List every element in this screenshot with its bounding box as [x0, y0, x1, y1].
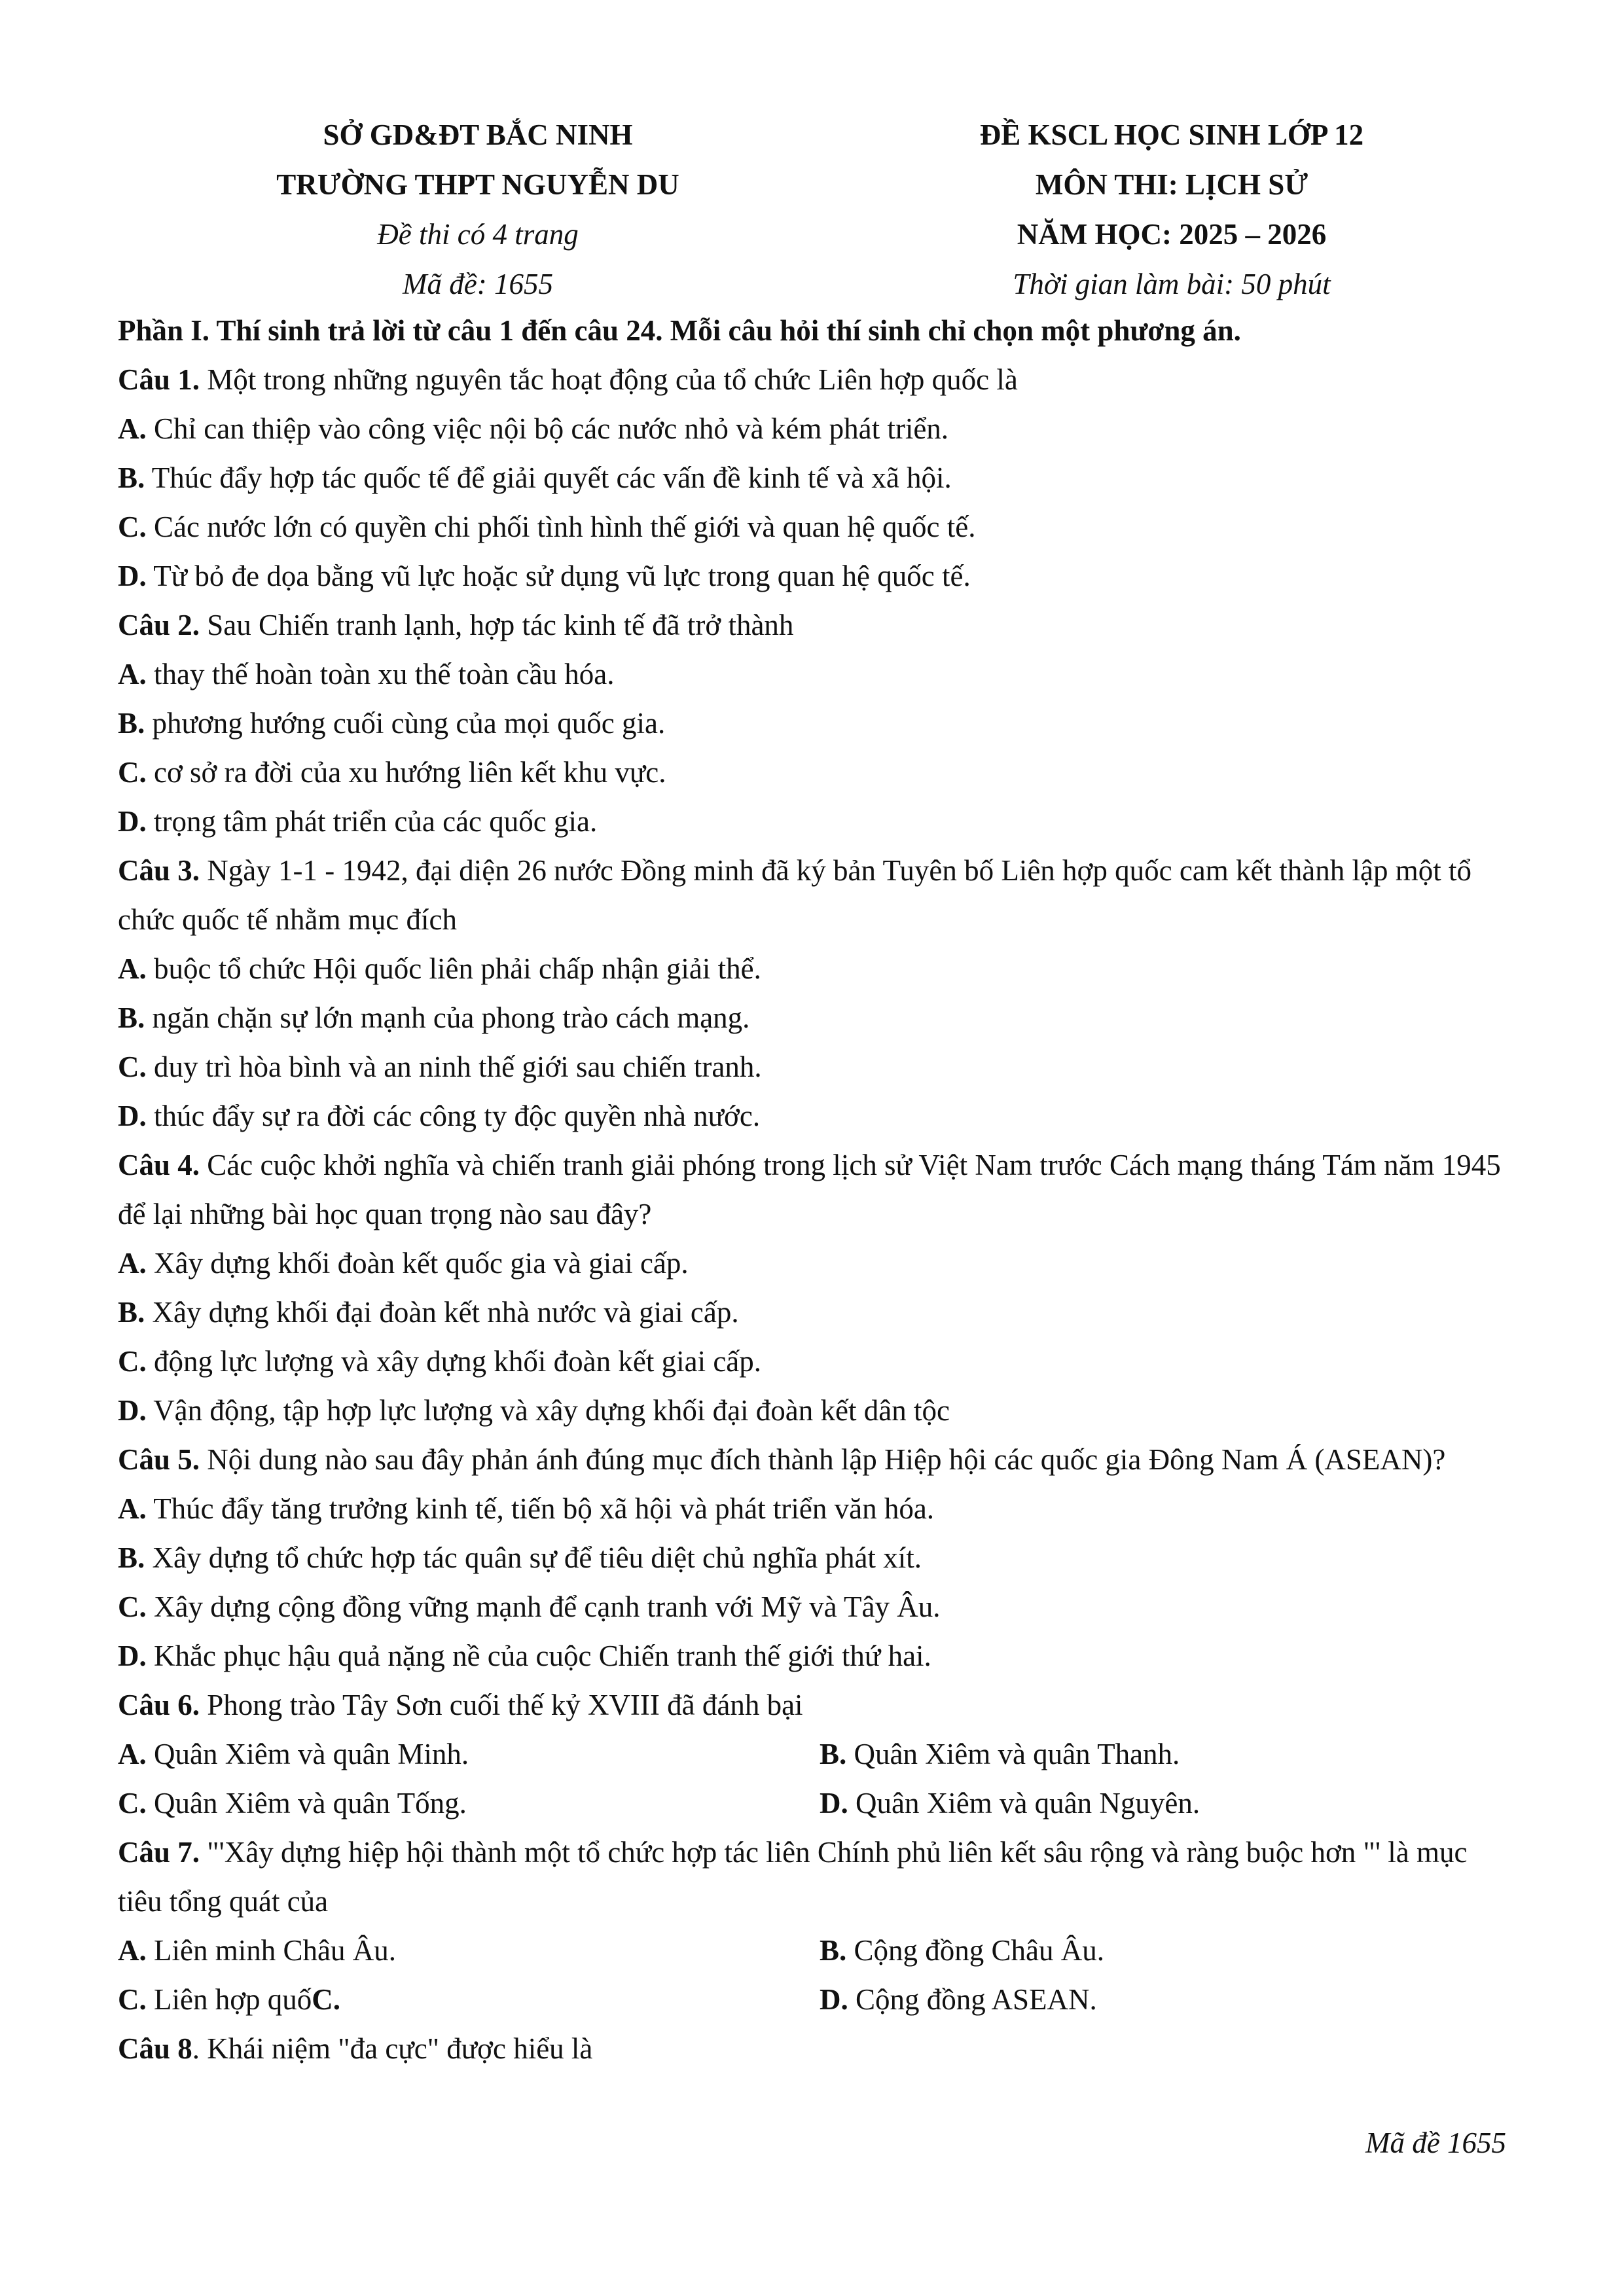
answer-option: A. Thúc đẩy tăng trưởng kinh tế, tiến bộ xã hội và phát triển văn hóa.	[118, 1492, 935, 1525]
answer-option: C. Các nước lớn có quyền chi phối tình hình thế giới và quan hệ quốc tế.	[118, 511, 976, 543]
answer-option: A. Liên minh Châu Âu.	[118, 1934, 396, 1967]
question-stem: Câu 2. Sau Chiến tranh lạnh, hợp tác kinh tế đã trở thành	[118, 609, 794, 641]
answer-option: A. Chỉ can thiệp vào công việc nội bộ các nước nhỏ và kém phát triển.	[118, 412, 949, 445]
header-left	[183, 110, 772, 309]
section-title: Phần I. Thí sinh trả lời từ câu 1 đến câu 24. Mỗi câu hỏi thí sinh chỉ chọn một phương án.	[118, 314, 1241, 347]
answer-option: D. Quân Xiêm và quân Nguyên.	[820, 1787, 1200, 1820]
page-count: Đề thi có 4 trang	[377, 218, 579, 251]
school-year: NĂM HỌC: 2025 – 2026	[1017, 218, 1327, 251]
question-stem: Câu 7. "'Xây dựng hiệp hội thành một tổ chức hợp tác liên Chính phủ liên kết sâu rộng và ràng buộc hơn "' là mục tiêu tổng quát của	[118, 1836, 1468, 1918]
answer-option: B. Xây dựng khối đại đoàn kết nhà nước và giai cấp.	[118, 1296, 739, 1329]
answer-row	[118, 1975, 1506, 2024]
exam-code: Mã đề: 1655	[403, 268, 553, 300]
answer-option: C. Xây dựng cộng đồng vững mạnh để cạnh tranh với Mỹ và Tây Âu.	[118, 1590, 941, 1623]
question-stem: Câu 1. Một trong những nguyên tắc hoạt động của tổ chức Liên hợp quốc là	[118, 363, 1018, 396]
header-right	[857, 110, 1486, 309]
answer-option: B. Thúc đẩy hợp tác quốc tế để giải quyết các vấn đề kinh tế và xã hội.	[118, 461, 952, 494]
answer-option: C. duy trì hòa bình và an ninh thế giới sau chiến tranh.	[118, 1050, 762, 1083]
answer-option: D. trọng tâm phát triển của các quốc gia.	[118, 805, 598, 838]
exam-body	[118, 306, 1506, 2073]
department-name: SỞ GD&ĐT BẮC NINH	[323, 118, 633, 151]
answer-option: B. Quân Xiêm và quân Thanh.	[820, 1738, 1180, 1770]
answer-row	[118, 1730, 1506, 1779]
answer-option: D. Vận động, tập hợp lực lượng và xây dựng khối đại đoàn kết dân tộc	[118, 1394, 950, 1427]
answer-option: B. Xây dựng tổ chức hợp tác quân sự để tiêu diệt chủ nghĩa phát xít.	[118, 1541, 922, 1574]
answer-option: C. động lực lượng và xây dựng khối đoàn kết giai cấp.	[118, 1345, 762, 1378]
answer-row	[118, 1926, 1506, 1975]
question-stem: Câu 6. Phong trào Tây Sơn cuối thế kỷ XVIII đã đánh bại	[118, 1689, 803, 1721]
answer-option: B. phương hướng cuối cùng của mọi quốc gia.	[118, 707, 666, 740]
answer-option: C. Quân Xiêm và quân Tống.	[118, 1787, 467, 1820]
question-stem: Câu 5. Nội dung nào sau đây phản ánh đúng mục đích thành lập Hiệp hội các quốc gia Đông Nam Á (ASEAN)?	[118, 1443, 1446, 1476]
answer-option: D. thúc đẩy sự ra đời các công ty độc quyền nhà nước.	[118, 1100, 761, 1132]
exam-header	[0, 110, 1624, 306]
answer-option: D. Cộng đồng ASEAN.	[820, 1983, 1097, 2016]
answer-option: A. thay thế hoàn toàn xu thế toàn cầu hóa.	[118, 658, 615, 691]
answer-option: A. Quân Xiêm và quân Minh.	[118, 1738, 469, 1770]
footer-exam-code: Mã đề 1655	[1365, 2126, 1506, 2159]
answer-option: C. Liên hợp quốC.	[118, 1983, 341, 2016]
time-limit: Thời gian làm bài: 50 phút	[1013, 268, 1331, 300]
question-stem: Câu 3. Ngày 1-1 - 1942, đại diện 26 nước Đồng minh đã ký bản Tuyên bố Liên hợp quốc cam kết thành lập một tổ chức quốc tế nhằm mục đích	[118, 854, 1471, 936]
answer-option: C. cơ sở ra đời của xu hướng liên kết khu vực.	[118, 756, 666, 789]
answer-option: A. buộc tổ chức Hội quốc liên phải chấp nhận giải thể.	[118, 952, 761, 985]
school-name: TRƯỜNG THPT NGUYỄN DU	[276, 168, 679, 201]
exam-title: ĐỀ KSCL HỌC SINH LỚP 12	[979, 118, 1364, 151]
answer-option: D. Từ bỏ đe dọa bằng vũ lực hoặc sử dụng vũ lực trong quan hệ quốc tế.	[118, 560, 971, 592]
answer-option: D. Khắc phục hậu quả nặng nề của cuộc Chiến tranh thế giới thứ hai.	[118, 1640, 931, 1672]
answer-option: A. Xây dựng khối đoàn kết quốc gia và giai cấp.	[118, 1247, 689, 1280]
question-stem: Câu 4. Các cuộc khởi nghĩa và chiến tranh giải phóng trong lịch sử Việt Nam trước Cách mạng tháng Tám năm 1945 để lại những bài học quan trọng nào sau đây?	[118, 1149, 1501, 1230]
answer-option: B. Cộng đồng Châu Âu.	[820, 1934, 1105, 1967]
question-stem: Câu 8. Khái niệm "đa cực" được hiểu là	[118, 2032, 593, 2065]
answer-option: B. ngăn chặn sự lớn mạnh của phong trào cách mạng.	[118, 1001, 750, 1034]
subject: MÔN THI: LỊCH SỬ	[1035, 168, 1308, 201]
answer-row	[118, 1779, 1506, 1828]
